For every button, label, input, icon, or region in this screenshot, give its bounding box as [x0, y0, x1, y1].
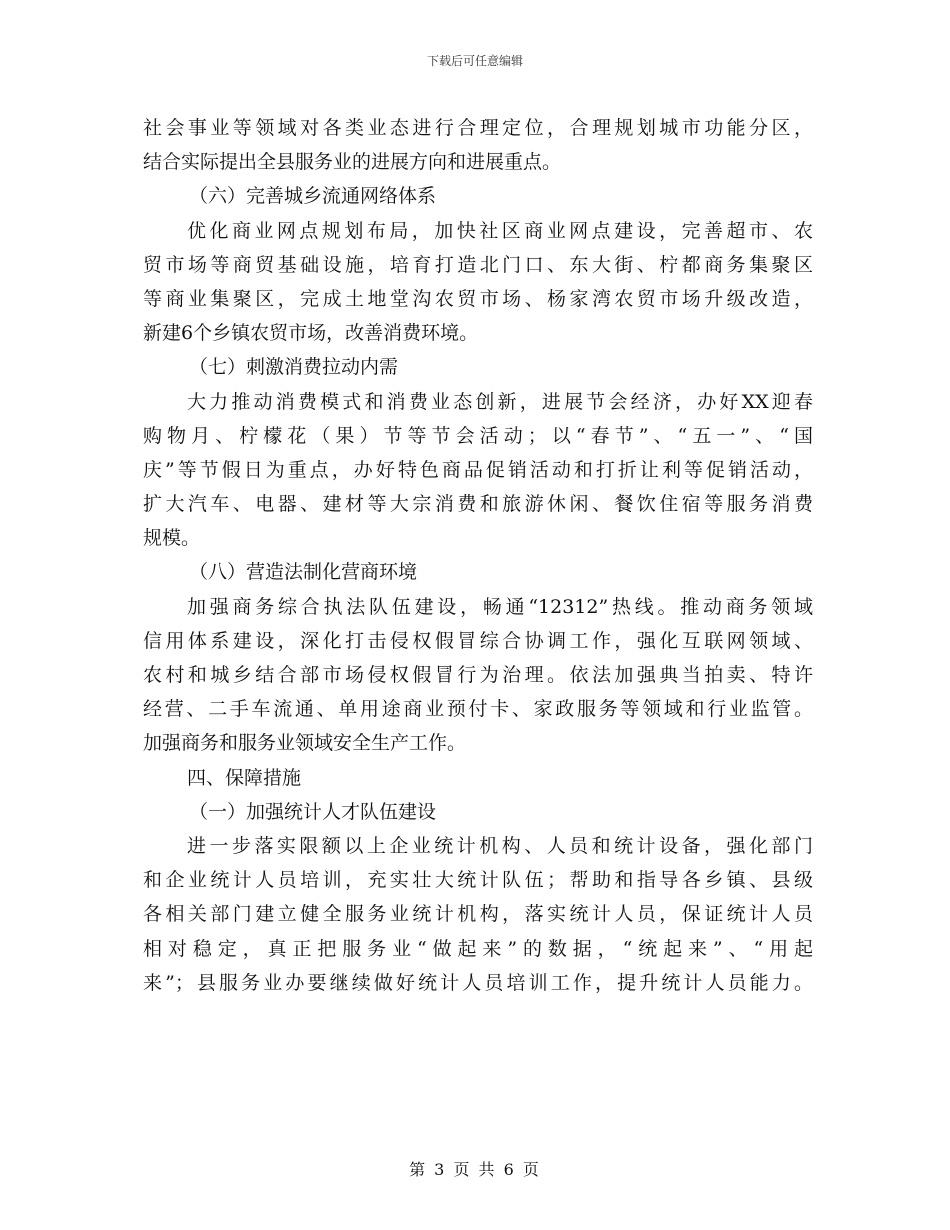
section-heading: （七）刺激消费拉动内需	[189, 356, 399, 379]
text-line: 贸市场等商贸基础设施，培育打造北门口、东大街、柠都商务集聚区	[143, 253, 813, 276]
text-line: 加强商务综合执法队伍建设，畅通“12312”热线。推动商务领域	[187, 595, 813, 618]
section-heading: （八）营造法制化营商环境	[189, 561, 418, 584]
text-line: 农村和城乡结合部市场侵权假冒行为治理。依法加强典当拍卖、特许	[143, 664, 813, 686]
text-line: 结合实际提出全县服务业的进展方向和进展重点。	[143, 151, 562, 174]
text-line: 优化商业网点规划布局，加快社区商业网点建设，完善超市、农	[187, 219, 813, 242]
text-line: 来”；县服务业办要继续做好统计人员培训工作，提升统计人员能力。	[143, 971, 813, 994]
text-line: 购物月、柠檬花（果）节等节会活动；以“春节”、“五一”、“国	[143, 424, 813, 447]
text-line: 大力推动消费模式和消费业态创新，进展节会经济，办好XX迎春	[187, 390, 813, 413]
text-line: 庆”等节假日为重点，办好特色商品促销活动和打折让利等促销活动，	[143, 458, 813, 481]
text-line: 经营、二手车流通、单用途商业预付卡、家政服务等领域和行业监管。	[143, 698, 813, 721]
text-line: 和企业统计人员培训，充实壮大统计队伍；帮助和指导各乡镇、县级	[143, 869, 813, 892]
page-header-note: 下载后可任意编辑	[426, 54, 523, 68]
text-line: 信用体系建设，深化打击侵权假冒综合协调工作，强化互联网领域、	[143, 629, 813, 652]
text-line: 新建6个乡镇农贸市场，改善消费环境。	[143, 322, 479, 345]
text-line: 规模。	[143, 527, 201, 550]
section-heading: （一）加强统计人才队伍建设	[189, 800, 437, 823]
text-line: 相对稳定，真正把服务业“做起来”的数据，“统起来”、“用起	[143, 937, 813, 960]
document-body	[143, 111, 813, 1000]
text-line: 加强商务和服务业领域安全生产工作。	[143, 732, 467, 755]
text-line: 各相关部门建立健全服务业统计机构，落实统计人员，保证统计人员	[143, 903, 813, 926]
text-line: 等商业集聚区，完成土地堂沟农贸市场、杨家湾农贸市场升级改造，	[143, 287, 813, 310]
page-number: 第 3 页 共 6 页	[409, 1160, 541, 1179]
text-line: 社会事业等领域对各类业态进行合理定位，合理规划城市功能分区，	[143, 117, 813, 139]
section-heading: 四、保障措施	[187, 766, 302, 789]
text-line: 扩大汽车、电器、建材等大宗消费和旅游休闲、餐饮住宿等服务消费	[143, 493, 813, 516]
text-line: 进一步落实限额以上企业统计机构、人员和统计设备，强化部门	[187, 834, 813, 857]
section-heading: （六）完善城乡流通网络体系	[189, 185, 437, 208]
